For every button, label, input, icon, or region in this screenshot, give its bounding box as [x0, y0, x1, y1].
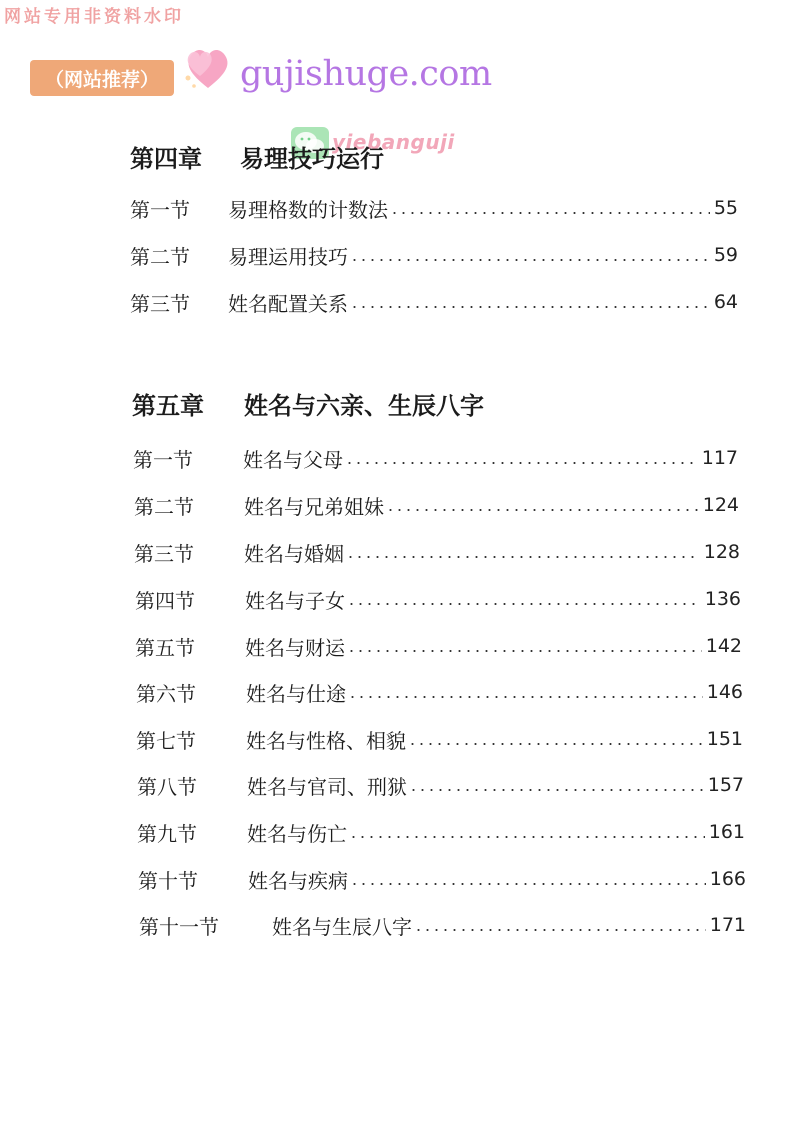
dot-leader: [350, 883, 706, 885]
section-number: 第四节: [135, 588, 195, 613]
section-number: 第十节: [138, 868, 198, 893]
section-title: 姓名与子女: [245, 588, 345, 613]
toc-entry: [135, 581, 741, 617]
dot-leader: [347, 603, 701, 605]
section-number: 第九节: [137, 821, 197, 846]
section-number: 第五节: [135, 635, 195, 660]
section-title: 姓名与仕途: [246, 681, 346, 706]
toc-entry: [134, 534, 740, 570]
watermark-site-url: gujishuge.com: [240, 54, 492, 94]
watermark-chat-text: yiebanguji: [332, 130, 455, 154]
page-number: 128: [703, 541, 740, 563]
chapter-number: 第四章: [130, 143, 202, 173]
hearts-icon: [180, 40, 236, 94]
section-number: 第八节: [137, 774, 197, 799]
page-number: 146: [706, 681, 743, 703]
section-title: 姓名配置关系: [228, 291, 348, 316]
toc-entry: [130, 284, 738, 320]
dot-leader: [348, 696, 703, 698]
toc-entry: [139, 907, 746, 943]
dot-leader: [346, 556, 700, 558]
dot-leader: [350, 306, 710, 308]
toc-entry: [130, 190, 738, 226]
section-title: 姓名与伤亡: [247, 821, 347, 846]
dot-leader: [386, 509, 699, 511]
page-number: 157: [707, 774, 744, 796]
dot-leader: [390, 212, 710, 214]
chapter-heading: [130, 134, 550, 178]
dot-leader: [347, 650, 702, 652]
page-number: 142: [705, 635, 742, 657]
page-number: 124: [702, 494, 739, 516]
section-title: 姓名与性格、相貌: [246, 728, 406, 753]
watermark-badge: （网站推荐）: [30, 60, 174, 96]
section-number: 第三节: [130, 291, 190, 316]
section-number: 第六节: [136, 681, 196, 706]
toc-entry: [137, 767, 744, 803]
chapter-title: 姓名与六亲、生辰八字: [244, 390, 484, 420]
section-title: 姓名与财运: [245, 635, 345, 660]
dot-leader: [345, 462, 698, 464]
section-number: 第二节: [130, 244, 190, 269]
section-number: 第二节: [134, 494, 194, 519]
section-title: 姓名与疾病: [248, 868, 348, 893]
section-title: 姓名与生辰八字: [272, 914, 412, 939]
section-number: 第一节: [133, 447, 193, 472]
section-title: 姓名与官司、刑狱: [247, 774, 407, 799]
page-number: 117: [701, 447, 738, 469]
page-number: 55: [713, 197, 738, 219]
section-number: 第七节: [136, 728, 196, 753]
section-title: 易理格数的计数法: [228, 197, 388, 222]
toc-entry: [138, 861, 746, 897]
section-number: 第十一节: [139, 914, 219, 939]
toc-entry: [135, 628, 742, 664]
page-number: 136: [704, 588, 741, 610]
toc-entry: [134, 487, 739, 523]
toc-entry: [130, 237, 738, 273]
toc-entry: [133, 440, 738, 476]
section-title: 易理运用技巧: [228, 244, 348, 269]
dot-leader: [350, 259, 710, 261]
chapter-title: 易理技巧运行: [240, 143, 384, 173]
section-number: 第三节: [134, 541, 194, 566]
page-number: 64: [713, 291, 738, 313]
page-number: 59: [713, 244, 738, 266]
page-number: 166: [709, 868, 746, 890]
dot-leader: [414, 929, 706, 931]
dot-leader: [349, 836, 705, 838]
toc-entry: [136, 721, 743, 757]
page-number: 151: [706, 728, 743, 750]
toc-entry: [137, 814, 745, 850]
watermark-top-text: 网站专用非资料水印: [4, 7, 184, 27]
section-title: 姓名与婚姻: [244, 541, 344, 566]
dot-leader: [408, 743, 703, 745]
dot-leader: [409, 789, 704, 791]
chapter-heading: [132, 381, 572, 425]
chapter-number: 第五章: [132, 390, 204, 420]
page-number: 171: [709, 914, 746, 936]
section-title: 姓名与父母: [243, 447, 343, 472]
toc-entry: [136, 674, 743, 710]
section-title: 姓名与兄弟姐妹: [244, 494, 384, 519]
section-number: 第一节: [130, 197, 190, 222]
page-number: 161: [708, 821, 745, 843]
